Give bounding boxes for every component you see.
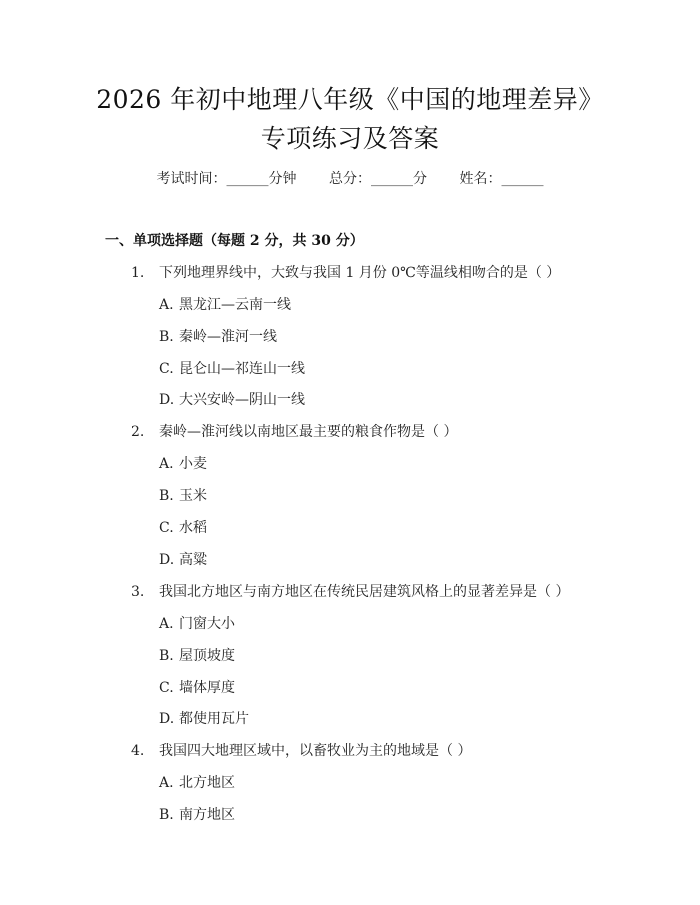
question-text: 我国四大地理区域中，以畜牧业为主的地域是（ ） [159, 743, 472, 759]
option-text: 玉米 [179, 488, 207, 504]
question-number: 4. [131, 743, 145, 759]
student-name-field: 姓名：______ [459, 171, 544, 187]
option-item [159, 453, 207, 473]
option-item [159, 708, 249, 728]
option-letter: D. [159, 392, 175, 408]
question-item [131, 421, 457, 441]
exam-info [0, 168, 700, 188]
option-letter: C. [159, 520, 174, 536]
option-text: 秦岭—淮河一线 [179, 329, 277, 345]
question-item [131, 262, 560, 282]
page-title-line-2: 专项练习及答案 [260, 124, 440, 153]
option-letter: D. [159, 711, 175, 727]
question-number: 1. [131, 265, 145, 281]
question-number: 2. [131, 424, 145, 440]
option-item [159, 358, 305, 378]
exam-time-field: 考试时间：______分钟 [156, 171, 297, 187]
option-letter: B. [159, 329, 174, 345]
option-text: 墙体厚度 [179, 680, 235, 696]
option-text: 门窗大小 [179, 616, 235, 632]
option-letter: C. [159, 361, 174, 377]
total-score-field: 总分：______分 [329, 171, 427, 187]
page-title-line-1: 2026 年初中地理八年级《中国的地理差异》 [96, 85, 604, 114]
option-text: 昆仑山—祁连山一线 [179, 361, 305, 377]
option-item [159, 326, 277, 346]
option-item [159, 804, 235, 824]
option-letter: B. [159, 648, 174, 664]
option-text: 黑龙江—云南一线 [179, 297, 291, 313]
question-text: 下列地理界线中，大致与我国 1 月份 0℃等温线相吻合的是（ ） [159, 265, 561, 281]
question-number: 3. [131, 584, 145, 600]
option-letter: B. [159, 807, 174, 823]
option-item [159, 294, 291, 314]
option-text: 高粱 [179, 552, 207, 568]
option-item [159, 645, 235, 665]
option-letter: B. [159, 488, 174, 504]
option-letter: A. [159, 775, 174, 791]
option-text: 小麦 [179, 456, 207, 472]
option-item [159, 549, 207, 569]
option-text: 都使用瓦片 [179, 711, 249, 727]
option-item [159, 517, 207, 537]
option-text: 屋顶坡度 [179, 648, 235, 664]
question-item [131, 740, 471, 760]
option-letter: C. [159, 680, 174, 696]
option-text: 大兴安岭—阴山一线 [179, 392, 305, 408]
question-item [131, 581, 569, 601]
option-item [159, 613, 235, 633]
question-text: 我国北方地区与南方地区在传统民居建筑风格上的显著差异是（ ） [159, 584, 570, 600]
option-text: 水稻 [179, 520, 207, 536]
option-item [159, 485, 207, 505]
option-letter: D. [159, 552, 175, 568]
option-text: 北方地区 [179, 775, 235, 791]
question-text: 秦岭—淮河线以南地区最主要的粮食作物是（ ） [159, 424, 458, 440]
option-item [159, 389, 305, 409]
option-letter: A. [159, 456, 174, 472]
option-letter: A. [159, 297, 174, 313]
option-letter: A. [159, 616, 174, 632]
option-text: 南方地区 [179, 807, 235, 823]
section-heading-single-choice: 一、单项选择题（每题 2 分，共 30 分） [105, 233, 364, 249]
option-item [159, 772, 235, 792]
option-item [159, 677, 235, 697]
